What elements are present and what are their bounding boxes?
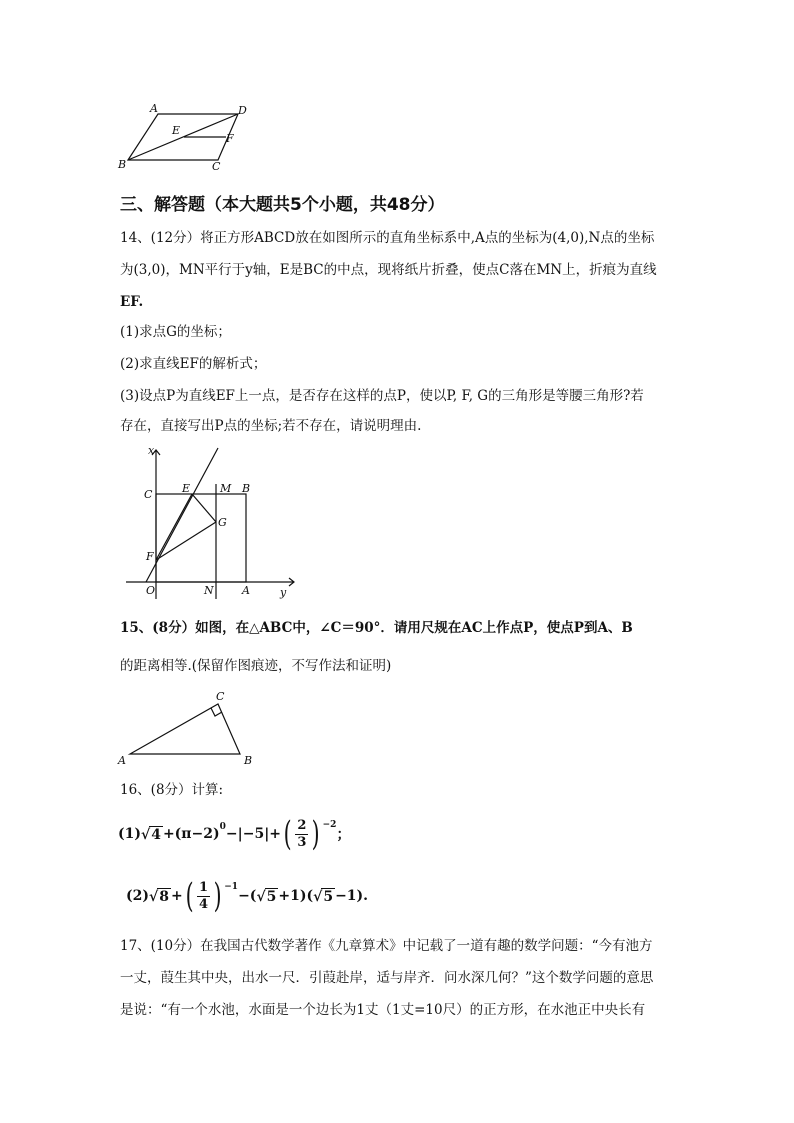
label-E: E	[172, 124, 181, 137]
q16-p2-end: −1).	[335, 888, 369, 904]
q16-p2-label: (2)	[126, 888, 149, 904]
axis-y-label: y	[280, 586, 287, 599]
label-B: B	[118, 158, 127, 171]
label-B: B	[244, 754, 253, 767]
q16-stem: 16、(8分）计算:	[120, 782, 224, 798]
q16-p1-mid: +(π−2)	[162, 826, 220, 842]
q16-p2-plus: +	[170, 888, 183, 904]
label-C: C	[144, 488, 153, 501]
q16-p2-sqrt-5a: √ 5	[256, 888, 277, 905]
q16-expression-1: (1) √ 4 +(π−2) $^0$ −|−5|+ ( $\frac{2}{3}$ ) $^{-2}$ ；	[118, 814, 351, 854]
q16-p2-mid: +1)(	[278, 888, 314, 904]
q14-stem-line-2: 为(3,0)，MN平行于y轴，E是BC的中点，现将纸片折叠，使点C落在MN上，折痕为直线	[120, 262, 657, 278]
q16-p2-minus: −(	[238, 888, 257, 904]
q16-p1-sqrt: √ 4	[141, 826, 161, 843]
label-G: G	[218, 516, 227, 529]
q16-p1-fraction: $\frac{2}{3}$	[297, 817, 307, 850]
label-N: N	[204, 584, 214, 597]
q16-p2-sqrt-5b: √ 5	[313, 888, 334, 905]
label-B: B	[242, 482, 251, 495]
axis-x-label: x	[148, 444, 155, 457]
q14-coordinate-figure	[118, 444, 308, 606]
label-C: C	[216, 690, 225, 703]
q16-p1-abs: −|−5|+	[225, 826, 282, 842]
label-E: E	[182, 482, 191, 495]
q16-p1-end: ；	[336, 827, 351, 843]
q16-p2-exp: −1	[224, 882, 239, 892]
parallelogram-figure	[112, 100, 262, 175]
q16-p2-sqrt-8: √ 8	[149, 888, 169, 905]
q14-part-2: (2)求直线EF的解析式；	[120, 356, 267, 372]
q14-stem-line-3: EF.	[120, 294, 144, 310]
label-C: C	[212, 160, 221, 173]
section-title: 三、解答题（本大题共5个小题，共48分）	[120, 195, 445, 215]
q15-triangle-figure	[116, 688, 266, 770]
label-F: F	[146, 550, 154, 563]
q16-expression-2: (2) √ 8 + ( $\frac{1}{4}$ ) $^{-1}$ −( √ 5 +1)( √ 5 −1).	[126, 876, 369, 916]
q14-stem-line-1: 14、(12分）将正方形ABCD放在如图所示的直角坐标系中,A点的坐标为(4,0),N点的坐标	[120, 230, 655, 246]
q15-line-2: 的距离相等.(保留作图痕迹，不写作法和证明)	[120, 658, 392, 674]
q17-line-1: 17、(10分）在我国古代数学著作《九章算术》中记载了一道有趣的数学问题：“今有池方	[120, 938, 653, 954]
q17-line-2: 一丈，葭生其中央，出水一尺．引葭赴岸，适与岸齐．问水深几何？”这个数学问题的意思	[120, 970, 654, 986]
q16-p1-label: (1)	[118, 826, 141, 842]
q14-part-1: (1)求点G的坐标；	[120, 324, 231, 340]
label-M: M	[220, 482, 232, 495]
q16-p2-fraction: $\frac{1}{4}$	[198, 879, 208, 912]
label-O: O	[146, 584, 156, 597]
q14-part-3-line-1: (3)设点P为直线EF上一点，是否存在这样的点P，使以P, F, G的三角形是等腰三角形?若	[120, 388, 644, 404]
label-A: A	[118, 754, 126, 767]
q15-line-1: 15、(8分）如图，在△ABC中，∠C＝90°．请用尺规在AC上作点P，使点P到A、B	[120, 620, 633, 636]
q16-p1-exp: −2	[322, 820, 337, 830]
label-A: A	[242, 584, 250, 597]
label-A: A	[150, 102, 158, 115]
q17-line-3: 是说：“有一个水池，水面是一个边长为1丈（1丈=10尺）的正方形，在水池正中央长有	[120, 1002, 646, 1018]
label-D: D	[238, 104, 247, 117]
label-F: F	[226, 132, 234, 145]
q14-part-3-line-2: 存在，直接写出P点的坐标;若不存在，请说明理由.	[120, 418, 422, 434]
q16-p1-exp0: 0	[219, 822, 226, 832]
